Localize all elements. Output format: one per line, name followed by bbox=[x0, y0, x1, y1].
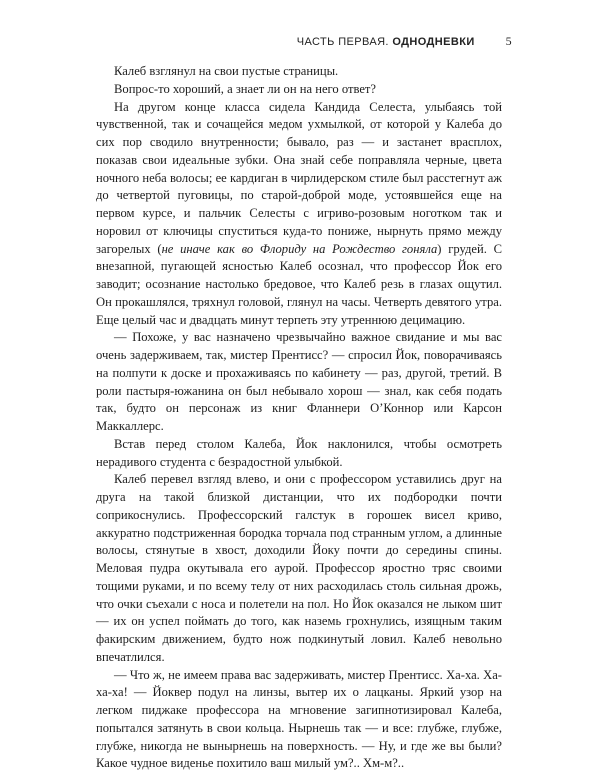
header-part: ЧАСТЬ ПЕРВАЯ. bbox=[297, 36, 389, 48]
paragraph: Вопрос-то хороший, а знает ли он на него ответ? bbox=[96, 81, 502, 99]
paragraph-text: ) грудей. С внезапной, пугающей ясностью Калеб осознал, что профессор Йок его заводит; осознание настолько бредовое, что Калеб резь в глазах ощутил. Он прокашлялся, тряхнул головой, глянул на часы. Четверть девятого утра. Еще целый час и двадцать минут терпеть эту утреннюю децимацию. bbox=[96, 242, 502, 327]
page-number: 5 bbox=[506, 34, 512, 48]
paragraph: Калеб взглянул на свои пустые страницы. bbox=[96, 63, 502, 81]
paragraph-text: На другом конце класса сидела Кандида Селеста, улыбаясь той чувственной, так и сочащейся медом ухмылкой, от которой у Калеба до сих пор сводило внутренности; бывало, раз — и застанет врасплох, показав свои идеальные зубки. Она знай себе поправляла черные, цвета ночного неба волосы; ее кардиган в чирлидерском стиле был расстегнут аж до четвертой пуговицы, по старой-доброй моде, устоявшейся еще на первом курсе, и пальчик Селесты с игриво-розовым ноготком так и норовил от ключицы спуститься куда-то пониже, нырнуть прямо между загорелых ( bbox=[96, 100, 502, 256]
paragraph: Калеб перевел взгляд влево, и они с профессором уставились друг на друга на такой близкой дистанции, что их подбородки почти соприкоснулись. Профессорский галстук в горошек висел криво, аккуратно подстриженная бородка торчала под странным углом, а длинные волосы, стянутые в хвост, доходили Йоку почти до середины спины. Меловая пудра окутывала его аурой. Профессор яростно тряс своими тощими руками, и по всему телу от них расходилась столь сильная дрожь, что очки съехали с носа и полетели на пол. Но Йок оказался не лыком шит — их он успел поймать до того, как наземь грохнулись, изящным таким факирским движением, будто нож подкинутый ловил. Калеб невольно впечатлился. bbox=[96, 471, 502, 666]
paragraph: — Похоже, у вас назначено чрезвычайно важное свидание и мы вас очень задерживаем, так, мистер Прентисс? — спросил Йок, поворачиваясь на полпути к доске и прохаживаясь по кабинету — раз, другой, третий. В роли пастыря-южанина он был небывало хорош — знал, как себя подать так, будто он персонаж из книг Фланнери О’Коннор или Карсон Маккаллерс. bbox=[96, 329, 502, 436]
paragraph: — Что ж, не имеем права вас задерживать, мистер Прентисс. Ха-ха. Ха-ха-ха! — Йоквер подул на линзы, вытер их о лацканы. Яркий узор на легком пиджаке профессора на мгновение загипнотизировал Калеба, попытался затянуть в свои кольца. Нырнешь так — и все: глубже, глубже, глубже, никогда не вынырнешь на поверхность. — Ну, и где же вы были? Какое чудное виденье похитило ваш милый ум?.. Хм-м?.. bbox=[96, 667, 502, 773]
paragraph bbox=[96, 99, 502, 330]
header-chapter-title: ОДНОДНЕВКИ bbox=[392, 36, 474, 48]
running-header bbox=[297, 34, 512, 49]
paragraph: Встав перед столом Калеба, Йок наклонился, чтобы осмотреть нерадивого студента с безрадостной улыбкой. bbox=[96, 436, 502, 472]
body-text bbox=[96, 63, 502, 773]
italic-aside: не иначе как во Флориду на Рождество гоняла bbox=[162, 242, 438, 256]
